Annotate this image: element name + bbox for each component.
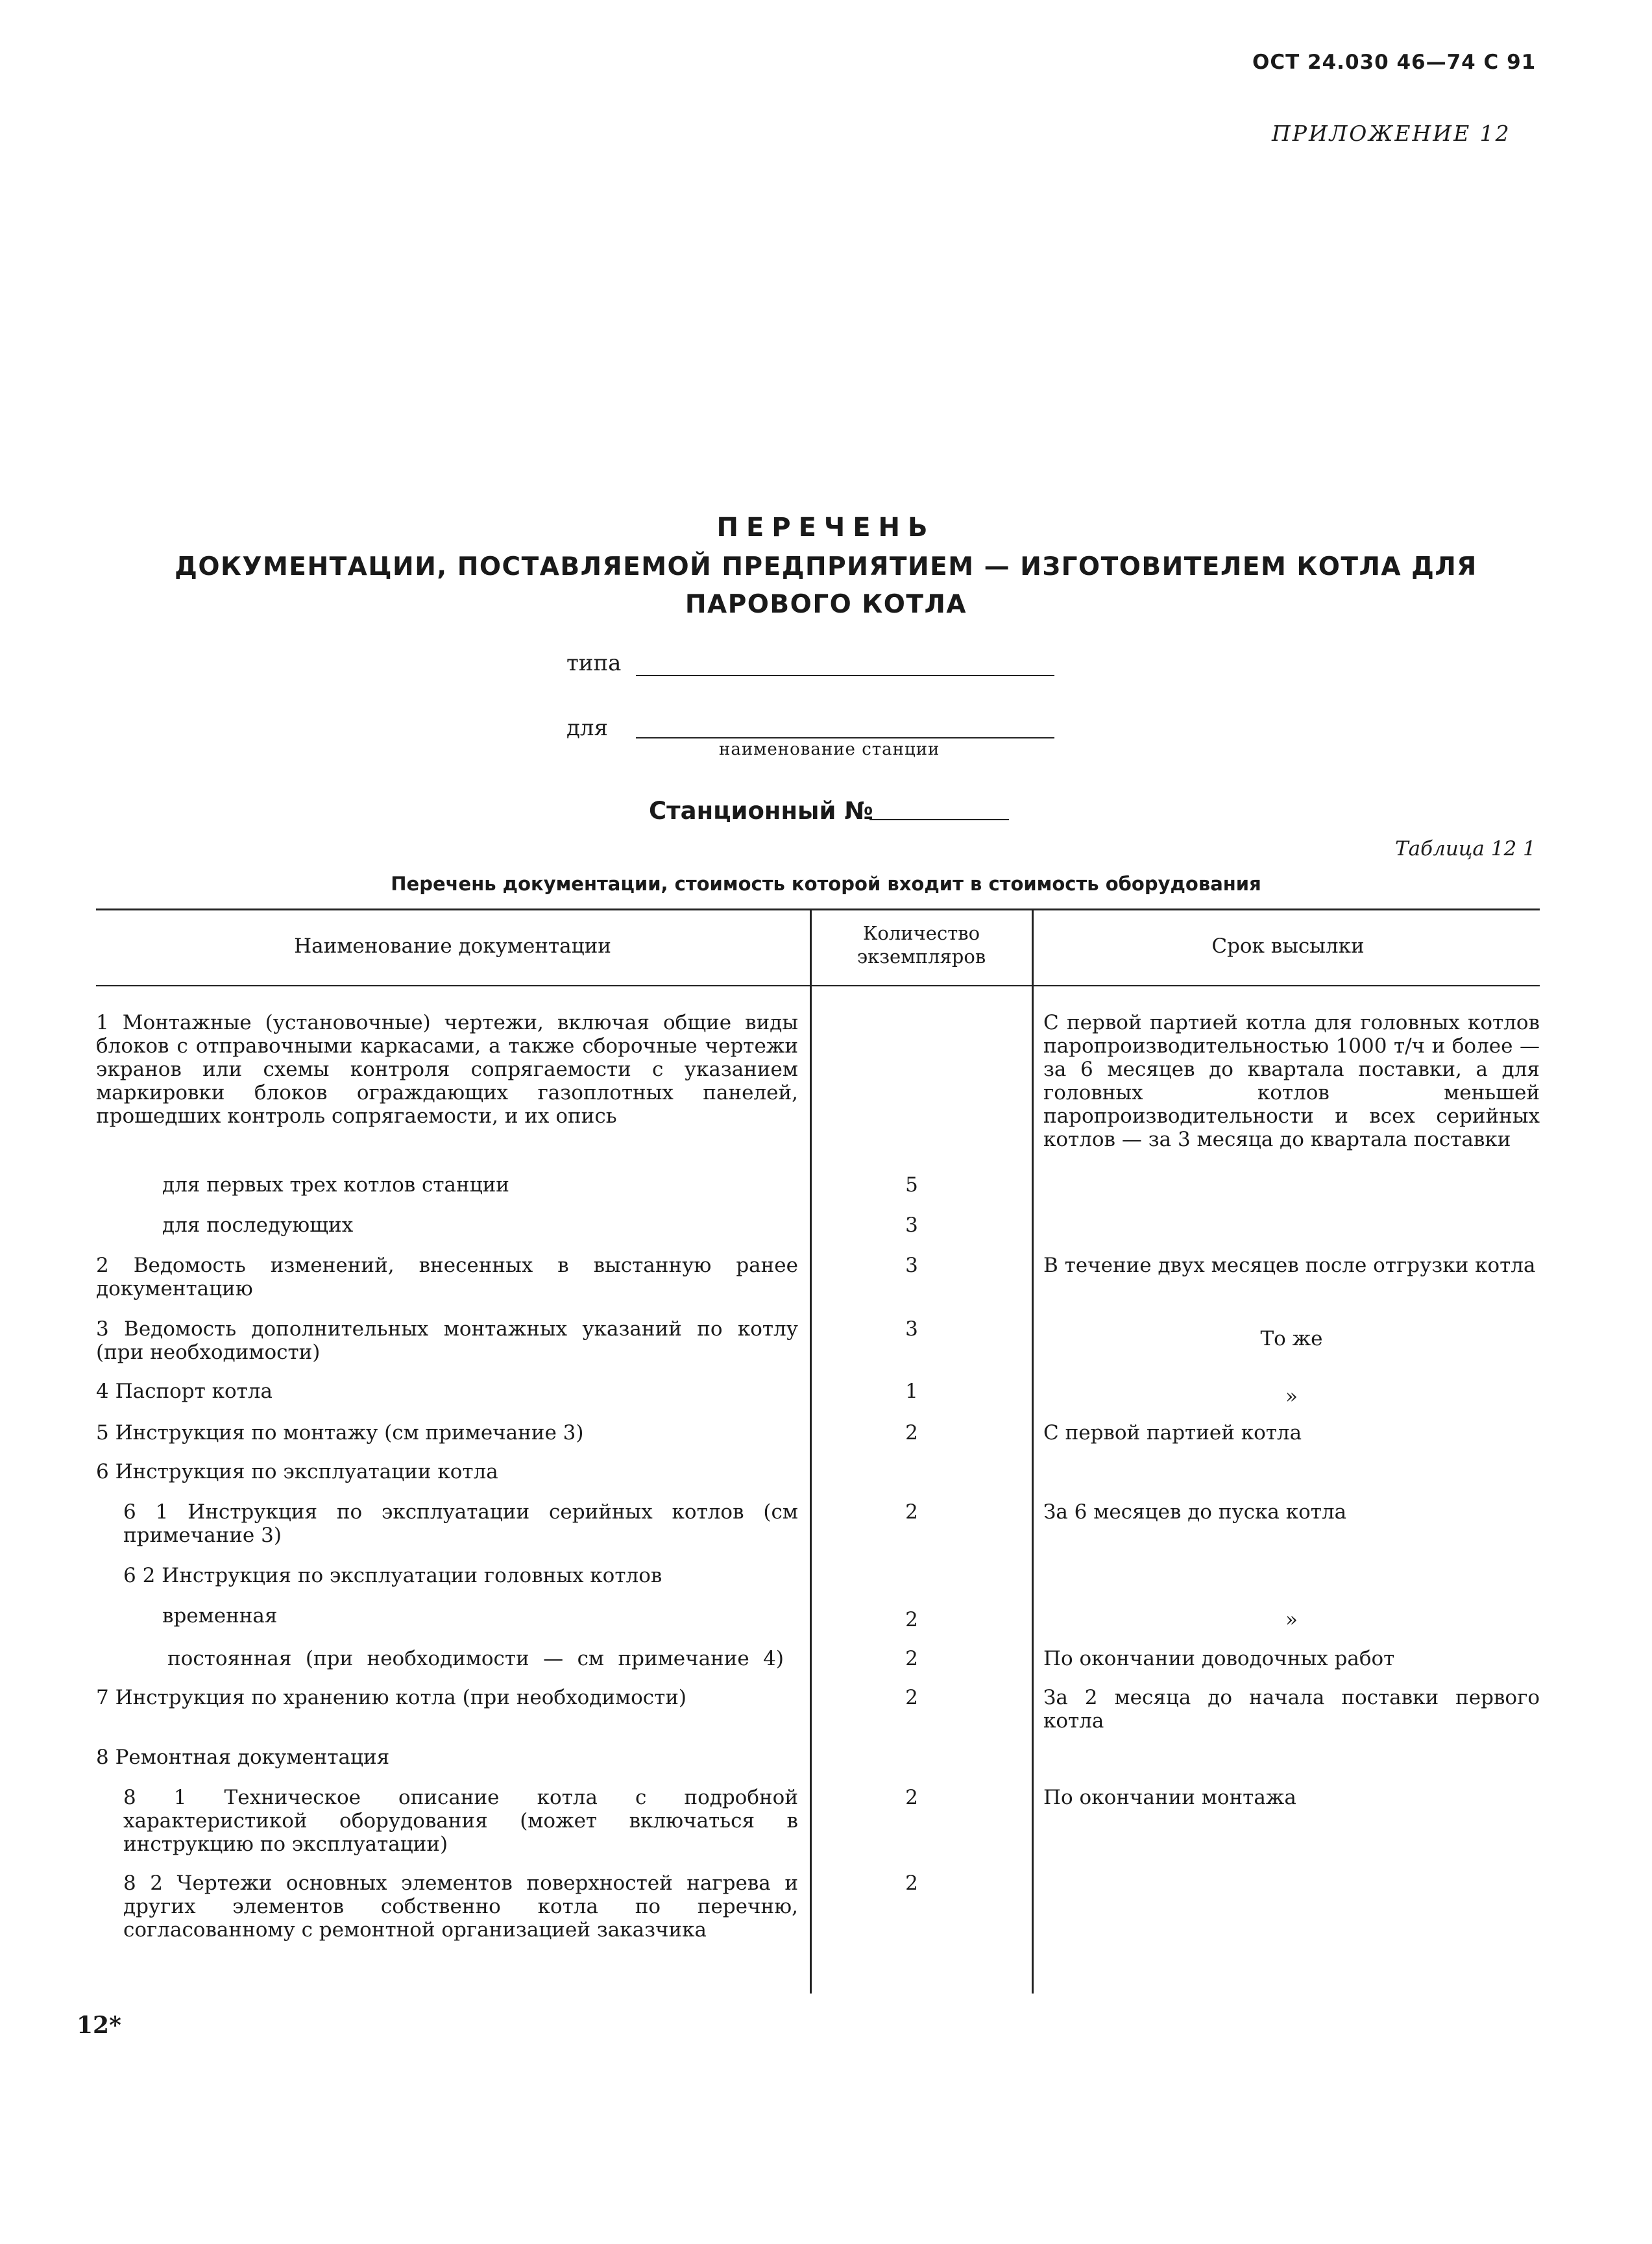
row-7-name: 7 Инструкция по хранению котла (при необходимости) — [96, 1686, 687, 1709]
row-2-name: 2 Ведомость изменений, внесенных в выстанную ранее документацию — [96, 1254, 798, 1300]
type-label: типа — [566, 650, 622, 676]
row-8-1-name: 8 1 Техническое описание котла с подробной характеристикой оборудования (может включаться в инструкцию по эксплуатации) — [123, 1786, 798, 1856]
row-6-2-name: 6 2 Инструкция по эксплуатации головных котлов — [123, 1564, 662, 1587]
row-1b-name: для последующих — [162, 1213, 354, 1237]
row-1-term: С первой партией котла для головных котлов паропроизводительностью 1000 т/ч и более — за 6 месяцев до квартала поставки, а для головных котлов меньшей паропроизводительности и всех серийных котлов — за 3 месяца до квартала поставки — [1043, 1011, 1540, 1151]
title-subheading: ДОКУМЕНТАЦИИ, ПОСТАВЛЯЕМОЙ ПРЕДПРИЯТИЕМ — ИЗГОТОВИТЕЛЕМ КОТЛА ДЛЯ ПАРОВОГО КОТЛА — [175, 552, 1477, 619]
row-6-2b-name: постоянная (при необходимости — см примечание 4) — [167, 1647, 784, 1670]
station-name-caption: наименование станции — [719, 740, 940, 759]
document-code: ОСТ 24.030 46—74 С 91 — [1252, 51, 1537, 74]
row-8-2-name: 8 2 Чертежи основных элементов поверхностей нагрева и других элементов собственно котла по перечню, согласованному с ремонтной организацией заказчика — [123, 1872, 798, 1942]
row-8-1-qty: 2 — [905, 1786, 918, 1809]
row-5-term: С первой партией котла — [1043, 1421, 1302, 1445]
row-7-qty: 2 — [905, 1686, 918, 1709]
page-number: 12* — [77, 2012, 121, 2039]
row-6-1-name: 6 1 Инструкция по эксплуатации серийных котлов (см примечание 3) — [123, 1500, 798, 1547]
header-term: Срок высылки — [1211, 934, 1365, 958]
for-label: для — [566, 715, 608, 741]
row-6-1-term: За 6 месяцев до пуска котла — [1043, 1500, 1347, 1524]
row-5-qty: 2 — [905, 1421, 918, 1445]
row-8-2-qty: 2 — [905, 1872, 918, 1895]
column-divider-2 — [1032, 910, 1034, 1994]
row-5-name: 5 Инструкция по монтажу (см примечание 3) — [96, 1421, 584, 1445]
table-caption: Перечень документации, стоимость которой входит в стоимость оборудования — [391, 873, 1261, 895]
row-8-1-term: По окончании монтажа — [1043, 1786, 1296, 1809]
row-3-qty: 3 — [905, 1317, 918, 1341]
row-6-2b-term: По окончании доводочных работ — [1043, 1647, 1395, 1670]
row-4-qty: 1 — [905, 1380, 918, 1403]
type-underline — [636, 675, 1054, 676]
row-2-term: В течение двух месяцев после отгрузки котла — [1043, 1254, 1536, 1277]
header-name: Наименование документации — [294, 934, 611, 958]
header-quantity: Количество экземпляров — [856, 922, 986, 968]
table-top-rule — [96, 909, 1540, 910]
row-1-name: 1 Монтажные (установочные) чертежи, включая общие виды блоков с отправочными каркасами, а также сборочные чертежи экранов или схемы контроля сопрягаемости с указанием маркировки блоков ограждающих газоплотных панелей, прошедших контроль сопрягаемости, и их опись — [96, 1011, 798, 1128]
row-3-term: То же — [1260, 1327, 1323, 1350]
title-heading: ПЕРЕЧЕНЬ — [716, 513, 936, 543]
table-header-rule — [96, 985, 1540, 986]
row-6-name: 6 Инструкция по эксплуатации котла — [96, 1460, 498, 1483]
row-4-name: 4 Паспорт котла — [96, 1380, 273, 1403]
row-8-name: 8 Ремонтная документация — [96, 1746, 390, 1769]
row-2-qty: 3 — [905, 1254, 918, 1277]
station-number-label: Станционный № — [649, 797, 873, 825]
row-1b-qty: 3 — [905, 1213, 918, 1237]
row-1a-qty: 5 — [905, 1173, 918, 1197]
row-6-2a-term: » — [1285, 1608, 1298, 1631]
row-6-2a-name: временная — [162, 1604, 278, 1628]
column-divider-1 — [810, 910, 812, 1994]
appendix-label: ПРИЛОЖЕНИЕ 12 — [1272, 121, 1511, 146]
row-6-1-qty: 2 — [905, 1500, 918, 1524]
station-number-underline — [869, 819, 1009, 820]
table-number: Таблица 12 1 — [1395, 837, 1536, 860]
for-underline — [636, 737, 1054, 738]
row-1a-name: для первых трех котлов станции — [162, 1173, 509, 1197]
row-6-2b-qty: 2 — [905, 1647, 918, 1670]
row-7-term: За 2 месяца до начала поставки первого котла — [1043, 1686, 1540, 1733]
row-3-name: 3 Ведомость дополнительных монтажных указаний по котлу (при необходимости) — [96, 1317, 798, 1364]
row-6-2a-qty: 2 — [905, 1608, 918, 1631]
row-4-term: » — [1285, 1385, 1298, 1408]
